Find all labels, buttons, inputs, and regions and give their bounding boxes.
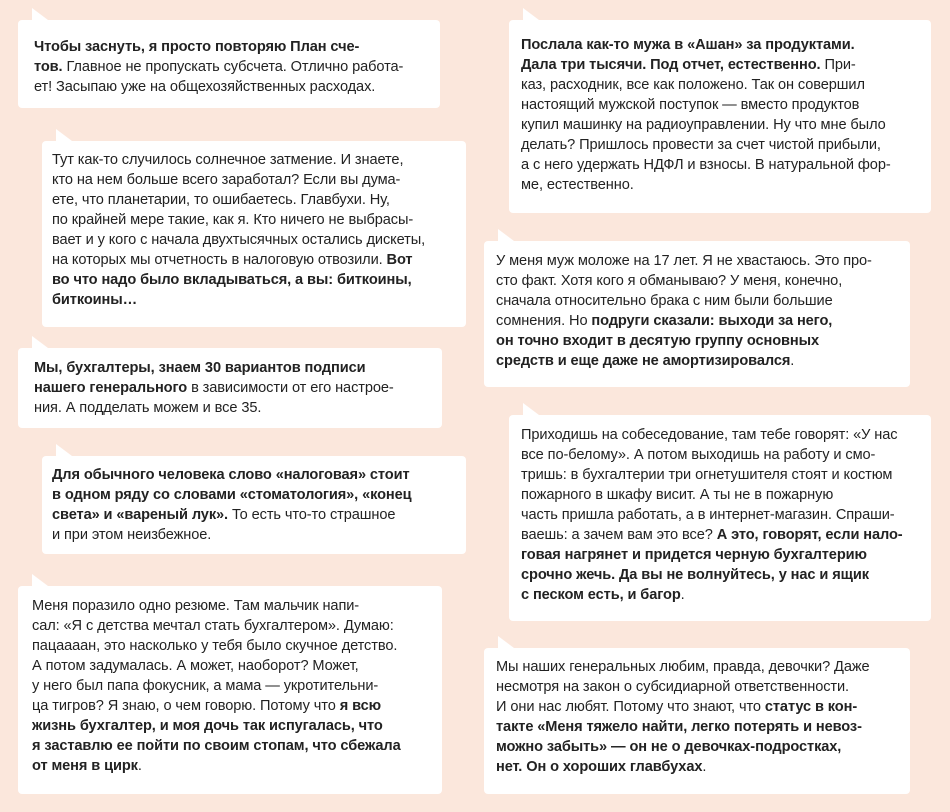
quote-bubble-interview bbox=[509, 415, 931, 621]
quote-line bbox=[521, 585, 931, 605]
quote-text: по крайней мере такие, как я. Кто ничего не выбрасы- bbox=[52, 212, 414, 228]
quote-line bbox=[34, 398, 442, 418]
quote-text: . bbox=[137, 758, 142, 774]
quote-line bbox=[32, 756, 442, 776]
quote-line bbox=[521, 485, 931, 505]
quote-text: делать? Пришлось провести за счет чистой прибыли, bbox=[521, 137, 881, 153]
quote-line bbox=[521, 95, 931, 115]
quote-text: кто на нем больше всего заработал? Если вы дума- bbox=[52, 172, 401, 188]
quote-line bbox=[496, 737, 910, 757]
quote-text: Тут как-то случилось солнечное затмение. И знаете, bbox=[52, 152, 404, 168]
quote-text: сомнения. Но bbox=[496, 313, 592, 329]
quote-line bbox=[52, 150, 466, 170]
quote-line bbox=[52, 250, 466, 270]
quote-line bbox=[496, 311, 910, 331]
quote-line bbox=[496, 757, 910, 777]
quote-line bbox=[34, 77, 440, 97]
quote-line bbox=[521, 545, 931, 565]
quote-line bbox=[34, 37, 440, 57]
quote-line bbox=[52, 210, 466, 230]
quote-line bbox=[521, 35, 931, 55]
quote-text: А потом задумалась. А может, наоборот? Может, bbox=[32, 658, 359, 674]
quote-text: . bbox=[790, 353, 795, 369]
quote-text-bold: срочно жечь. Да вы не волнуйтесь, у нас и ящик bbox=[521, 567, 869, 583]
quote-text: сал: «Я с детства мечтал стать бухгалтером». Думаю: bbox=[32, 618, 394, 634]
quote-text: на которых мы отчетность в налоговую отвозили. bbox=[52, 252, 387, 268]
quote-line bbox=[52, 465, 466, 485]
quote-text-bold: подруги сказали: выходи за него, bbox=[591, 313, 833, 329]
quote-text-bold: Чтобы заснуть, я просто повторяю План сче- bbox=[34, 39, 360, 55]
quote-text: пацаааан, это насколько у тебя было скучное детство. bbox=[32, 638, 398, 654]
quote-line bbox=[496, 677, 910, 697]
quote-line bbox=[496, 331, 910, 351]
quote-text: купил машинку на радиоуправлении. Ну что мне было bbox=[521, 117, 886, 133]
quote-text-bold: средств и еще даже не амортизировался bbox=[496, 353, 791, 369]
quote-line bbox=[521, 115, 931, 135]
quote-text: ет! Засыпаю уже на общехозяйственных расходах. bbox=[34, 79, 376, 95]
quote-line bbox=[496, 697, 910, 717]
quote-line bbox=[496, 657, 910, 677]
quote-text: То есть что-то страшное bbox=[228, 507, 396, 523]
quote-line bbox=[521, 175, 931, 195]
quote-text-bold: Для обычного человека слово «налоговая» стоит bbox=[52, 467, 410, 483]
quote-text-bold: он точно входит в десятую группу основных bbox=[496, 333, 819, 349]
quote-line bbox=[521, 75, 931, 95]
quote-text: настоящий мужской поступок — вместо продуктов bbox=[521, 97, 860, 113]
quote-line bbox=[521, 465, 931, 485]
quote-text-bold: с песком есть, и багор bbox=[521, 587, 681, 603]
quote-line bbox=[32, 616, 442, 636]
quote-line bbox=[496, 251, 910, 271]
quote-line bbox=[52, 170, 466, 190]
quote-bubble-resume bbox=[18, 586, 442, 794]
quote-bubble-tax-office bbox=[42, 456, 466, 554]
quote-text-bold: Послала как-то мужа в «Ашан» за продуктами. bbox=[521, 37, 855, 53]
quote-line bbox=[32, 656, 442, 676]
quote-line bbox=[34, 378, 442, 398]
quote-line bbox=[521, 505, 931, 525]
quote-text: Главное не пропускать субсчета. Отлично работа- bbox=[62, 59, 404, 75]
quote-text-bold: тов. bbox=[34, 59, 63, 75]
quote-line bbox=[32, 636, 442, 656]
quote-line bbox=[521, 55, 931, 75]
quote-line bbox=[32, 736, 442, 756]
quote-bubble-solar-eclipse bbox=[42, 141, 466, 327]
quote-text: ца тигров? Я знаю, о чем говорю. Потому что bbox=[32, 698, 340, 714]
quote-line bbox=[32, 596, 442, 616]
quote-line bbox=[34, 57, 440, 77]
quote-text: . bbox=[702, 759, 707, 775]
quote-line bbox=[52, 270, 466, 290]
quote-text-bold: от меня в цирк bbox=[32, 758, 138, 774]
quote-text-bold: света» и «вареный лук». bbox=[52, 507, 228, 523]
quote-text: У меня муж моложе на 17 лет. Я не хвастаюсь. Это про- bbox=[496, 253, 872, 269]
quote-text: сначала относительно брака с ним были большие bbox=[496, 293, 833, 309]
quote-text-bold: Мы, бухгалтеры, знаем 30 вариантов подписи bbox=[34, 360, 366, 376]
quote-line bbox=[496, 351, 910, 371]
quote-text: а с него удержать НДФЛ и взносы. В натуральной фор- bbox=[521, 157, 891, 173]
quote-line bbox=[496, 717, 910, 737]
quote-text: пожарного в шкафу висит. А ты не в пожарную bbox=[521, 487, 834, 503]
quote-line bbox=[32, 716, 442, 736]
quote-line bbox=[32, 696, 442, 716]
quote-line bbox=[496, 271, 910, 291]
quote-text: ния. А подделать можем и все 35. bbox=[34, 400, 262, 416]
quote-text: часть пришла работать, а в интернет-магазин. Спраши- bbox=[521, 507, 895, 523]
quote-text-bold: в одном ряду со словами «стоматология», «конец bbox=[52, 487, 412, 503]
quote-text: ете, что планетарии, то ошибаетесь. Главбухи. Ну, bbox=[52, 192, 390, 208]
quote-text: ваешь: а зачем вам это все? bbox=[521, 527, 717, 543]
quote-bubble-general-directors bbox=[484, 648, 910, 794]
quote-text-bold: такте «Меня тяжело найти, легко потерять и невоз- bbox=[496, 719, 862, 735]
quote-text-bold: А это, говорят, если нало- bbox=[716, 527, 903, 543]
quote-text: в зависимости от его настрое- bbox=[187, 380, 394, 396]
quote-text-bold: нашего генерального bbox=[34, 380, 188, 396]
quote-line bbox=[521, 445, 931, 465]
quote-text: Мы наших генеральных любим, правда, девочки? Даже bbox=[496, 659, 870, 675]
quote-line bbox=[521, 425, 931, 445]
quote-text-bold: говая нагрянет и придется черную бухгалтерию bbox=[521, 547, 867, 563]
quote-text: ме, естественно. bbox=[521, 177, 634, 193]
quote-text: сто факт. Хотя кого я обманываю? У меня, конечно, bbox=[496, 273, 843, 289]
quote-line bbox=[52, 290, 466, 310]
quote-text: Меня поразило одно резюме. Там мальчик напи- bbox=[32, 598, 360, 614]
quote-text: несмотря на закон о субсидиарной ответственности. bbox=[496, 679, 849, 695]
quote-text: вает и у кого с начала двухтысячных остались дискеты, bbox=[52, 232, 426, 248]
quote-line bbox=[52, 190, 466, 210]
quote-line bbox=[52, 230, 466, 250]
quote-text-bold: можно забыть» — он не о девочках-подростках, bbox=[496, 739, 842, 755]
quote-line bbox=[52, 485, 466, 505]
quote-line bbox=[52, 505, 466, 525]
quote-text: и при этом неизбежное. bbox=[52, 527, 212, 543]
quote-line bbox=[521, 155, 931, 175]
quote-text: все по-белому». А потом выходишь на работу и смо- bbox=[521, 447, 876, 463]
quote-text-bold: жизнь бухгалтер, и моя дочь так испугалась, что bbox=[32, 718, 383, 734]
quote-text-bold: Дала три тысячи. Под отчет, естественно. bbox=[521, 57, 821, 73]
quote-line bbox=[521, 135, 931, 155]
quote-bubble-plan-schetov bbox=[18, 20, 440, 108]
quote-line bbox=[34, 358, 442, 378]
quote-text-bold: Вот bbox=[386, 252, 413, 268]
quote-text-bold: нет. Он о хороших главбухах bbox=[496, 759, 703, 775]
quote-text-bold: биткоины… bbox=[52, 292, 138, 308]
quote-text: Приходишь на собеседование, там тебе говорят: «У нас bbox=[521, 427, 898, 443]
quote-line bbox=[52, 525, 466, 545]
quote-text: . bbox=[680, 587, 685, 603]
quote-bubble-young-husband bbox=[484, 241, 910, 387]
quote-text: тришь: в бухгалтерии три огнетушителя стоят и костюм bbox=[521, 467, 893, 483]
quote-line bbox=[496, 291, 910, 311]
quote-text-bold: я заставлю ее пойти по своим стопам, что сбежала bbox=[32, 738, 401, 754]
quote-line bbox=[521, 565, 931, 585]
quote-text: При- bbox=[820, 57, 856, 73]
quote-text-bold: я всю bbox=[339, 698, 381, 714]
quote-bubble-signatures bbox=[18, 348, 442, 428]
quote-text-bold: во что надо было вкладываться, а вы: биткоины, bbox=[52, 272, 412, 288]
quote-text-bold: статус в кон- bbox=[764, 699, 858, 715]
quote-line bbox=[32, 676, 442, 696]
quote-text: у него был папа фокусник, а мама — укротительни- bbox=[32, 678, 379, 694]
quote-text: И они нас любят. Потому что знают, что bbox=[496, 699, 765, 715]
quote-text: каз, расходник, все как положено. Так он совершил bbox=[521, 77, 865, 93]
quote-line bbox=[521, 525, 931, 545]
quote-bubble-auchan bbox=[509, 20, 931, 213]
